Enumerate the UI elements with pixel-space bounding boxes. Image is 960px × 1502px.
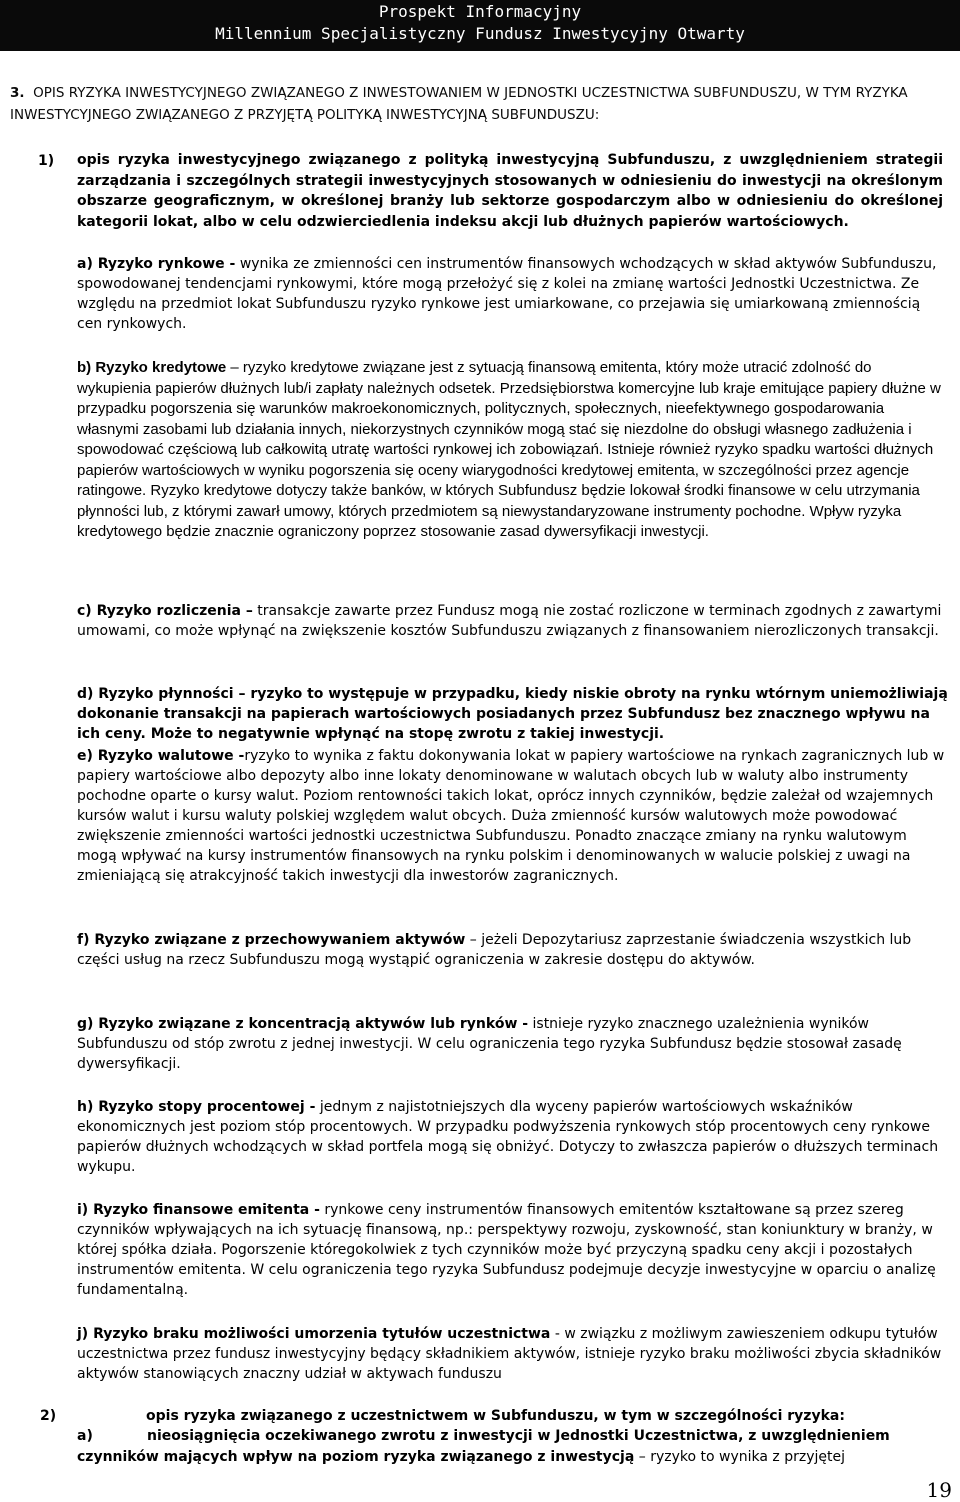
risk-d-title: d) Ryzyko płynności – ryzyko to występuje w przypadku, kiedy niskie obroty na rynku wtórnym uniemożliwiają dokonanie transakcji na papierach wartościowych posiadanych przez Subfundusz bez znacznego wpływu na ich ceny. Może to negatywnie wpłynąć na stopę zwrotu z takiej inwestycji. [77,686,948,742]
risk-c-text: transakcje zawarte przez Fundusz mogą nie zostać rozliczone w terminach zgodnych z zawartymi umowami, co może wpłynąć na zwiększenie kosztów Subfunduszu związanych z finansowaniem nierozliczonych transakcji. [77,603,942,639]
risk-a-paragraph [77,254,949,334]
page-number: 19 [926,1478,952,1502]
risk-c-title: c) Ryzyko rozliczenia – [77,603,253,619]
risk-j-text: - w związku z możliwym zawieszeniem odkupu tytułów uczestnictwa przez fundusz inwestycyjny będący składnikiem aktywów, istnieje ryzyko braku możliwości zbycia składników aktywów stanowiących znaczny udział w aktywach funduszu [77,1326,942,1382]
document-header [0,0,960,51]
risk-d-paragraph [77,684,949,744]
risk-f-title: f) Ryzyko związane z przechowywaniem aktywów [77,932,466,948]
risk-g-paragraph [77,1014,949,1074]
risk-g-title: g) Ryzyko związane z koncentracją aktywów lub rynków - [77,1016,529,1032]
risk-f-paragraph [77,930,949,970]
section-number: 3. [10,85,25,101]
risk-a-text: wynika ze zmienności cen instrumentów finansowych wchodzących w skład aktywów Subfunduszu, spowodowanej tendencjami rynkowymi, które mogą przełożyć się z kolei na zmianę wartości Jednostki Uczestnictwa. Ze względu na przedmiot lokat Subfunduszu ryzyko rynkowe jest umiarkowane, co przejawia się umiarkowaną zmiennością cen rynkowych. [77,256,937,332]
section-title [10,82,940,126]
risk-e-text: ryzyko to wynika z faktu dokonywania lokat w papiery wartościowe na rynkach zagranicznych lub w papiery wartościowe albo depozyty albo inne lokaty denominowane w walutach obcych lub w waluty albo instrumenty pochodne oparte o kursy walut. Poziom rentowności takich lokat, oprócz innych czynników, będzie zależał od wzajemnych kursów walut i kursu waluty polskiej względem walut obcych. Duża zmienność kursów walutowych może powodować zwiększenie zmienności wartości jednostki uczestnictwa Subfunduszu. Ponadto znaczące zmiany na rynku walutowym mogą wpływać na kursy instrumentów finansowych na rynku polskim i denominowanych w walucie polskiej z uwagi na zmieniającą się atrakcyjność takich inwestycji dla inwestorów zagranicznych. [77,748,945,884]
item2a-label: a) [77,1428,93,1444]
risk-i-title: i) Ryzyko finansowe emitenta - [77,1202,320,1218]
risk-e-title: e) Ryzyko walutowe - [77,748,245,764]
item2a-text: nieosiągnięcia oczekiwanego zwrotu z inwestycji w Jednostki Uczestnictwa, z uwzględnieniem czynników mających wpływ na poziom ryzyka związanego z inwestycją [77,1428,890,1465]
item2a-paragraph [77,1426,947,1468]
risk-b-text: – ryzyko kredytowe związane jest z sytuacją finansową emitenta, który może utracić zdolność do wykupienia papierów dłużnych lub/i zapłaty należnych odsetek. Przedsiębiorstwa komercyjne lub kraje emitujące papiery dłużne w przypadku pogorszenia się warunków makroekonomicznych, politycznych, społecznych, nieefektywnego gospodarowania własnymi zasobami lub działania innych, niekorzystnych czynników mogą stać się niezdolne do obsługi własnego zadłużenia i spowodować częściową lub całkowitą utratę wartości rynkowej ich zobowiązań. Istnieje również ryzyko spadku wartości dłużnych papierów wartościowych w wyniku pogorszenia się oceny wiarygodności kredytowej emitenta, w szczególności przez agencje ratingowe. Ryzyko kredytowe dotyczy także banków, w których Subfundusz będzie lokował środki finansowe w celu utrzymania płynności lub, z którymi zawarł umowy, których przedmiotem są niewystandaryzowane instrumenty pochodne. Wpływ ryzyka kredytowego będzie znacznie ograniczony poprzez stosowanie zasad dywersyfikacji inwestycji. [77,359,941,540]
risk-h-text: jednym z najistotniejszych dla wyceny papierów wartościowych wskaźników ekonomicznych jest poziom stóp procentowych. W przypadku podwyższenia rynkowych stóp procentowych ceny rynkowe papierów dłużnych wchodzących w skład portfela mogą się obniżyć. Dotyczy to zwłaszcza papierów o dłuższych terminach wykupu. [77,1099,939,1175]
item2-label: 2) [40,1408,57,1424]
risk-i-text: rynkowe ceny instrumentów finansowych emitentów kształtowane są przez szereg czynników wpływających na ich sytuację finansową, np.: perspektywy rozwoju, zyskowność, stan koniunktury w branży, w której spółka działa. Pogorszenie któregokolwiek z tych czynników może być przyczyną spadku ceny akcji i pozostałych instrumentów emitenta. W celu ograniczenia tego ryzyka Subfundusz podejmuje decyzje inwestycyjne w oparciu o analizę fundamentalną. [77,1202,936,1298]
item2-text: opis ryzyka związanego z uczestnictwem w Subfunduszu, w tym w szczególności ryzyka: [146,1408,845,1424]
header-title: Prospekt Informacyjny [378,2,582,21]
risk-h-paragraph [77,1097,949,1177]
risk-b-title: b) Ryzyko kredytowe [77,359,227,376]
risk-j-title: j) Ryzyko braku możliwości umorzenia tytułów uczestnictwa [77,1326,551,1342]
header-subtitle: Millennium Specjalistyczny Fundusz Inwestycyjny Otwarty [215,24,745,43]
risk-g-text: istnieje ryzyko znacznego uzależnienia wyników Subfunduszu od stóp zwrotu z jednej inwestycji. W celu ograniczenia tego ryzyka Subfundusz będzie stosował zasadę dywersyfikacji. [77,1016,902,1072]
risk-i-paragraph [77,1200,949,1300]
section-title-text: OPIS RYZYKA INWESTYCYJNEGO ZWIĄZANEGO Z INWESTOWANIEM W JEDNOSTKI UCZESTNICTWA SUBFUNDUSZU, W TYM RYZYKA INWESTYCYJNEGO ZWIĄZANEGO Z PRZYJĘTĄ POLITYKĄ INWESTYCYJNĄ SUBFUNDUSZU: [10,85,908,123]
item2a-tail: – ryzyko to wynika z przyjętej [634,1449,845,1465]
risk-b-paragraph [77,358,949,543]
risk-f-text: – jeżeli Depozytariusz zaprzestanie świadczenia wszystkich lub części usług na rzecz Subfunduszu mogą wystąpić ograniczenia w zakresie dostępu do aktywów. [77,932,912,968]
risk-e-paragraph [77,746,949,886]
risk-h-title: h) Ryzyko stopy procentowej - [77,1099,316,1115]
risk-j-paragraph [77,1324,949,1384]
item1-label: 1) [38,153,55,169]
risk-c-paragraph [77,601,949,641]
risk-a-title: a) Ryzyko rynkowe - [77,256,236,272]
item1-text: opis ryzyka inwestycyjnego związanego z polityką inwestycyjną Subfunduszu, z uwzględnieniem strategii zarządzania i szczególnych strategii inwestycyjnych stosowanych w odniesieniu do inwestycji na określonym obszarze geograficznym, w określonej branży lub sektorze gospodarczym albo w odniesieniu do określonej kategorii lokat, albo w celu odzwierciedlenia indeksu akcji lub dłużnych papierów wartościowych. [77,152,943,230]
